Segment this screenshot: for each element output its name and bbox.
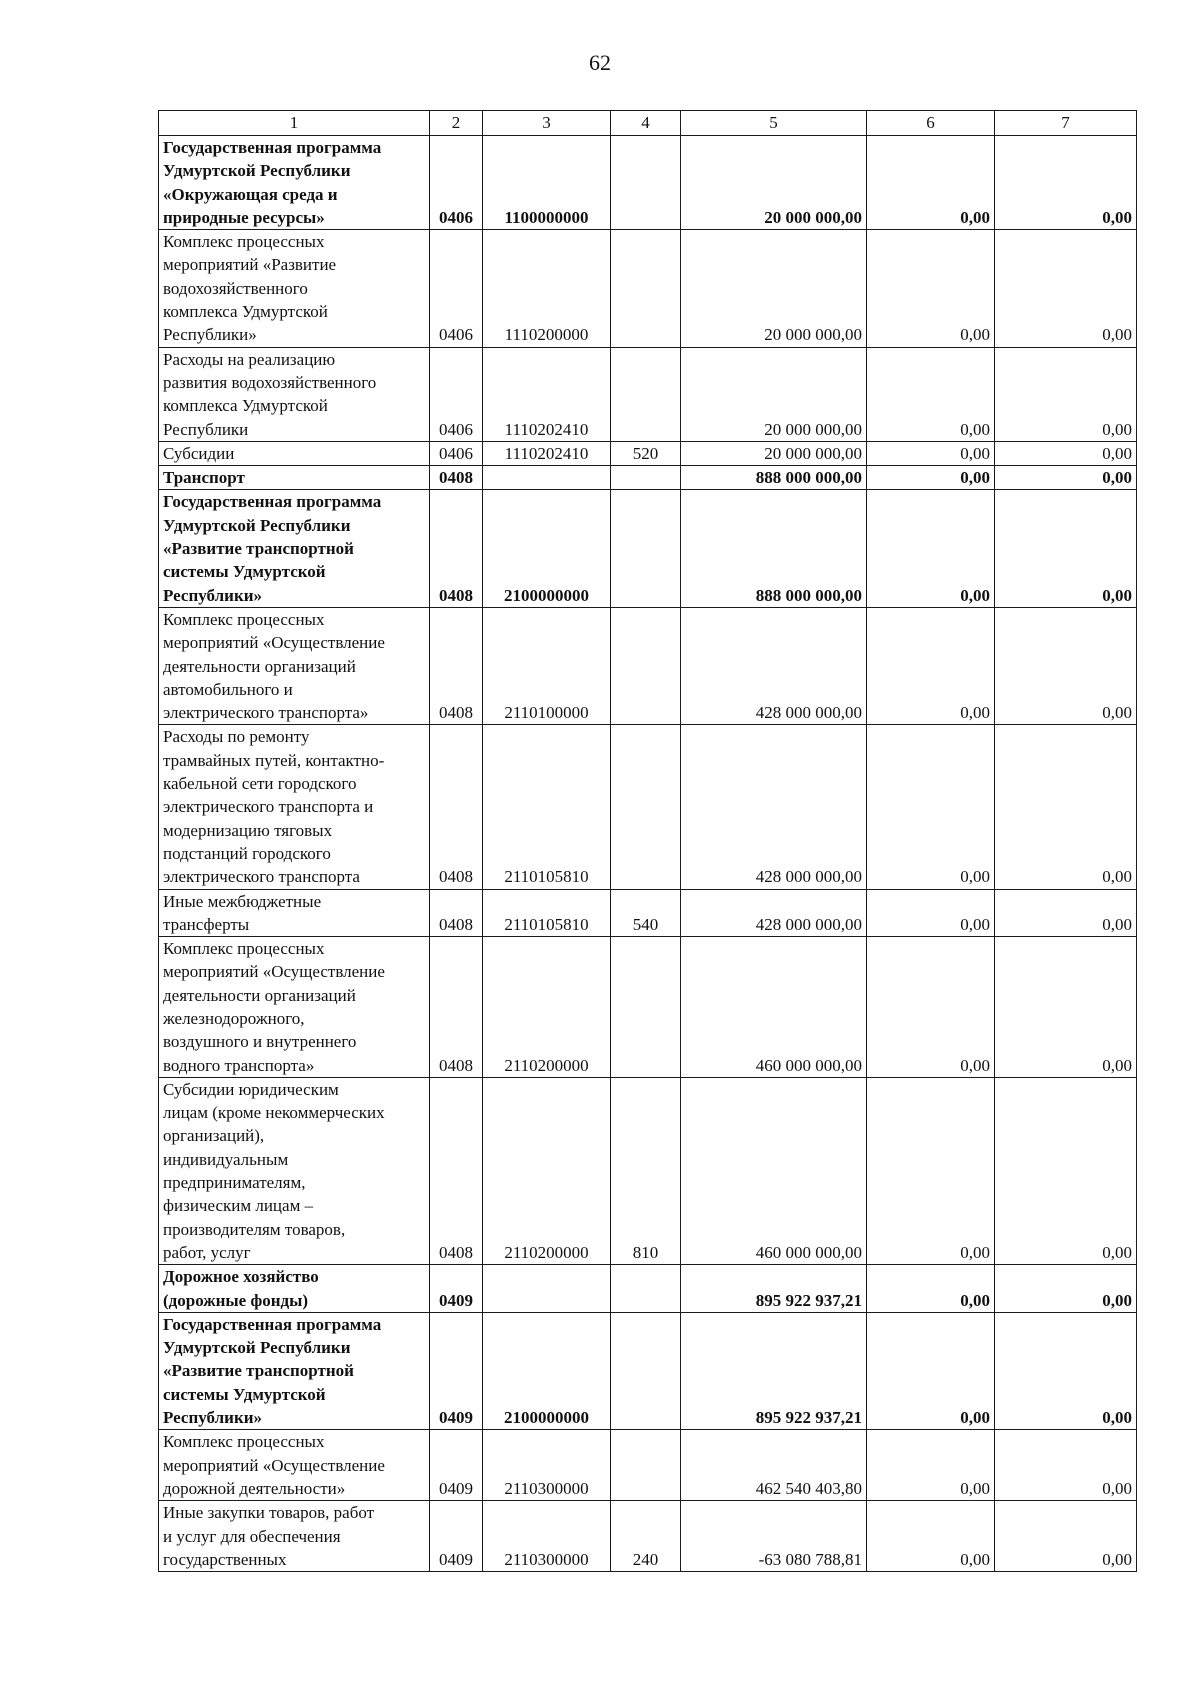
table-row	[159, 230, 1137, 347]
cell-target-article: 2110200000	[483, 1077, 611, 1264]
cell-amount-3: 0,00	[995, 889, 1137, 937]
cell-expense-type	[611, 937, 681, 1078]
cell-amount-2: 0,00	[867, 466, 995, 490]
column-header: 2	[430, 111, 483, 136]
cell-amount-3: 0,00	[995, 1501, 1137, 1572]
cell-amount-3: 0,00	[995, 347, 1137, 441]
cell-amount-2: 0,00	[867, 1501, 995, 1572]
cell-amount: 895 922 937,21	[681, 1312, 867, 1429]
cell-name: Субсидии	[159, 441, 430, 465]
column-header: 6	[867, 111, 995, 136]
cell-section-code: 0409	[430, 1501, 483, 1572]
cell-target-article	[483, 1265, 611, 1313]
header-row	[159, 111, 1137, 136]
cell-target-article: 2100000000	[483, 490, 611, 607]
cell-section-code: 0408	[430, 725, 483, 889]
table-row	[159, 136, 1137, 230]
cell-amount-3: 0,00	[995, 490, 1137, 607]
column-header: 7	[995, 111, 1137, 136]
cell-target-article: 2110200000	[483, 937, 611, 1078]
cell-target-article: 1110202410	[483, 347, 611, 441]
cell-amount-2: 0,00	[867, 1265, 995, 1313]
cell-amount: 20 000 000,00	[681, 441, 867, 465]
cell-amount-2: 0,00	[867, 889, 995, 937]
cell-target-article: 2110105810	[483, 889, 611, 937]
cell-name: Государственная программа Удмуртской Республики «Развитие транспортной системы Удмуртской Республики»	[159, 1312, 430, 1429]
page-number: 62	[589, 50, 611, 75]
table-row	[159, 1265, 1137, 1313]
budget-table	[158, 110, 1137, 1572]
cell-amount: 20 000 000,00	[681, 136, 867, 230]
cell-name: Транспорт	[159, 466, 430, 490]
cell-name: Комплекс процессных мероприятий «Осуществление дорожной деятельности»	[159, 1430, 430, 1501]
cell-target-article: 2110100000	[483, 607, 611, 724]
table-row	[159, 607, 1137, 724]
cell-amount-3: 0,00	[995, 1312, 1137, 1429]
cell-target-article: 2100000000	[483, 1312, 611, 1429]
cell-amount-2: 0,00	[867, 441, 995, 465]
cell-target-article: 1100000000	[483, 136, 611, 230]
table-row	[159, 937, 1137, 1078]
cell-name: Расходы по ремонту трамвайных путей, контактно- кабельной сети городского электрического транспорта и модернизацию тяговых подстанций городского электрического транспорта	[159, 725, 430, 889]
cell-name: Комплекс процессных мероприятий «Развитие водохозяйственного комплекса Удмуртской Республики»	[159, 230, 430, 347]
cell-target-article: 2110300000	[483, 1430, 611, 1501]
cell-amount-2: 0,00	[867, 1312, 995, 1429]
cell-name: Иные межбюджетные трансферты	[159, 889, 430, 937]
column-header: 3	[483, 111, 611, 136]
cell-name: Дорожное хозяйство (дорожные фонды)	[159, 1265, 430, 1313]
cell-target-article: 2110300000	[483, 1501, 611, 1572]
cell-target-article	[483, 466, 611, 490]
cell-target-article: 2110105810	[483, 725, 611, 889]
table-row	[159, 1312, 1137, 1429]
table-row	[159, 466, 1137, 490]
cell-expense-type	[611, 1265, 681, 1313]
table-row	[159, 725, 1137, 889]
cell-name: Комплекс процессных мероприятий «Осуществление деятельности организаций железнодорожного, воздушного и внутреннего водного транспорта»	[159, 937, 430, 1078]
cell-name: Иные закупки товаров, работ и услуг для обеспечения государственных	[159, 1501, 430, 1572]
cell-amount: 895 922 937,21	[681, 1265, 867, 1313]
table-row	[159, 1077, 1137, 1264]
cell-name: Комплекс процессных мероприятий «Осуществление деятельности организаций автомобильного и электрического транспорта»	[159, 607, 430, 724]
cell-amount: 888 000 000,00	[681, 466, 867, 490]
cell-amount-2: 0,00	[867, 607, 995, 724]
cell-amount-2: 0,00	[867, 1430, 995, 1501]
cell-name: Расходы на реализацию развития водохозяйственного комплекса Удмуртской Республики	[159, 347, 430, 441]
cell-amount-2: 0,00	[867, 490, 995, 607]
cell-amount-2: 0,00	[867, 1077, 995, 1264]
cell-section-code: 0408	[430, 607, 483, 724]
cell-amount-2: 0,00	[867, 136, 995, 230]
cell-amount: 460 000 000,00	[681, 937, 867, 1078]
cell-expense-type: 810	[611, 1077, 681, 1264]
cell-target-article: 1110202410	[483, 441, 611, 465]
cell-amount-3: 0,00	[995, 1265, 1137, 1313]
cell-amount: 462 540 403,80	[681, 1430, 867, 1501]
cell-section-code: 0409	[430, 1430, 483, 1501]
table-row	[159, 490, 1137, 607]
cell-amount-2: 0,00	[867, 347, 995, 441]
cell-section-code: 0409	[430, 1265, 483, 1313]
cell-section-code: 0408	[430, 937, 483, 1078]
cell-name: Государственная программа Удмуртской Республики «Развитие транспортной системы Удмуртской Республики»	[159, 490, 430, 607]
table-row	[159, 347, 1137, 441]
table-body	[159, 136, 1137, 1572]
cell-expense-type	[611, 1312, 681, 1429]
cell-amount: 888 000 000,00	[681, 490, 867, 607]
cell-amount: 428 000 000,00	[681, 725, 867, 889]
cell-amount: 428 000 000,00	[681, 889, 867, 937]
table-row	[159, 1501, 1137, 1572]
cell-section-code: 0406	[430, 136, 483, 230]
cell-amount-3: 0,00	[995, 937, 1137, 1078]
cell-expense-type	[611, 136, 681, 230]
cell-expense-type	[611, 607, 681, 724]
cell-amount-3: 0,00	[995, 230, 1137, 347]
cell-expense-type	[611, 1430, 681, 1501]
cell-section-code: 0409	[430, 1312, 483, 1429]
cell-expense-type	[611, 490, 681, 607]
cell-amount-3: 0,00	[995, 607, 1137, 724]
cell-amount-3: 0,00	[995, 136, 1137, 230]
cell-section-code: 0406	[430, 230, 483, 347]
cell-expense-type	[611, 466, 681, 490]
cell-amount-2: 0,00	[867, 937, 995, 1078]
cell-amount: 460 000 000,00	[681, 1077, 867, 1264]
table-row	[159, 1430, 1137, 1501]
cell-amount: -63 080 788,81	[681, 1501, 867, 1572]
cell-target-article: 1110200000	[483, 230, 611, 347]
table-row	[159, 889, 1137, 937]
cell-name: Государственная программа Удмуртской Республики «Окружающая среда и природные ресурсы»	[159, 136, 430, 230]
column-header: 4	[611, 111, 681, 136]
cell-section-code: 0406	[430, 347, 483, 441]
cell-expense-type: 520	[611, 441, 681, 465]
cell-expense-type	[611, 347, 681, 441]
cell-section-code: 0408	[430, 889, 483, 937]
cell-section-code: 0408	[430, 490, 483, 607]
cell-amount-2: 0,00	[867, 725, 995, 889]
cell-expense-type: 240	[611, 1501, 681, 1572]
cell-amount-2: 0,00	[867, 230, 995, 347]
cell-amount: 20 000 000,00	[681, 230, 867, 347]
cell-expense-type	[611, 725, 681, 889]
cell-expense-type: 540	[611, 889, 681, 937]
cell-amount-3: 0,00	[995, 441, 1137, 465]
cell-amount: 20 000 000,00	[681, 347, 867, 441]
column-header: 5	[681, 111, 867, 136]
cell-name: Субсидии юридическим лицам (кроме некоммерческих организаций), индивидуальным предпринимателям, физическим лицам – производителям товаров, работ, услуг	[159, 1077, 430, 1264]
cell-amount: 428 000 000,00	[681, 607, 867, 724]
cell-amount-3: 0,00	[995, 466, 1137, 490]
cell-amount-3: 0,00	[995, 725, 1137, 889]
cell-section-code: 0406	[430, 441, 483, 465]
cell-section-code: 0408	[430, 1077, 483, 1264]
cell-amount-3: 0,00	[995, 1430, 1137, 1501]
cell-expense-type	[611, 230, 681, 347]
cell-section-code: 0408	[430, 466, 483, 490]
cell-amount-3: 0,00	[995, 1077, 1137, 1264]
table-row	[159, 441, 1137, 465]
column-header: 1	[159, 111, 430, 136]
